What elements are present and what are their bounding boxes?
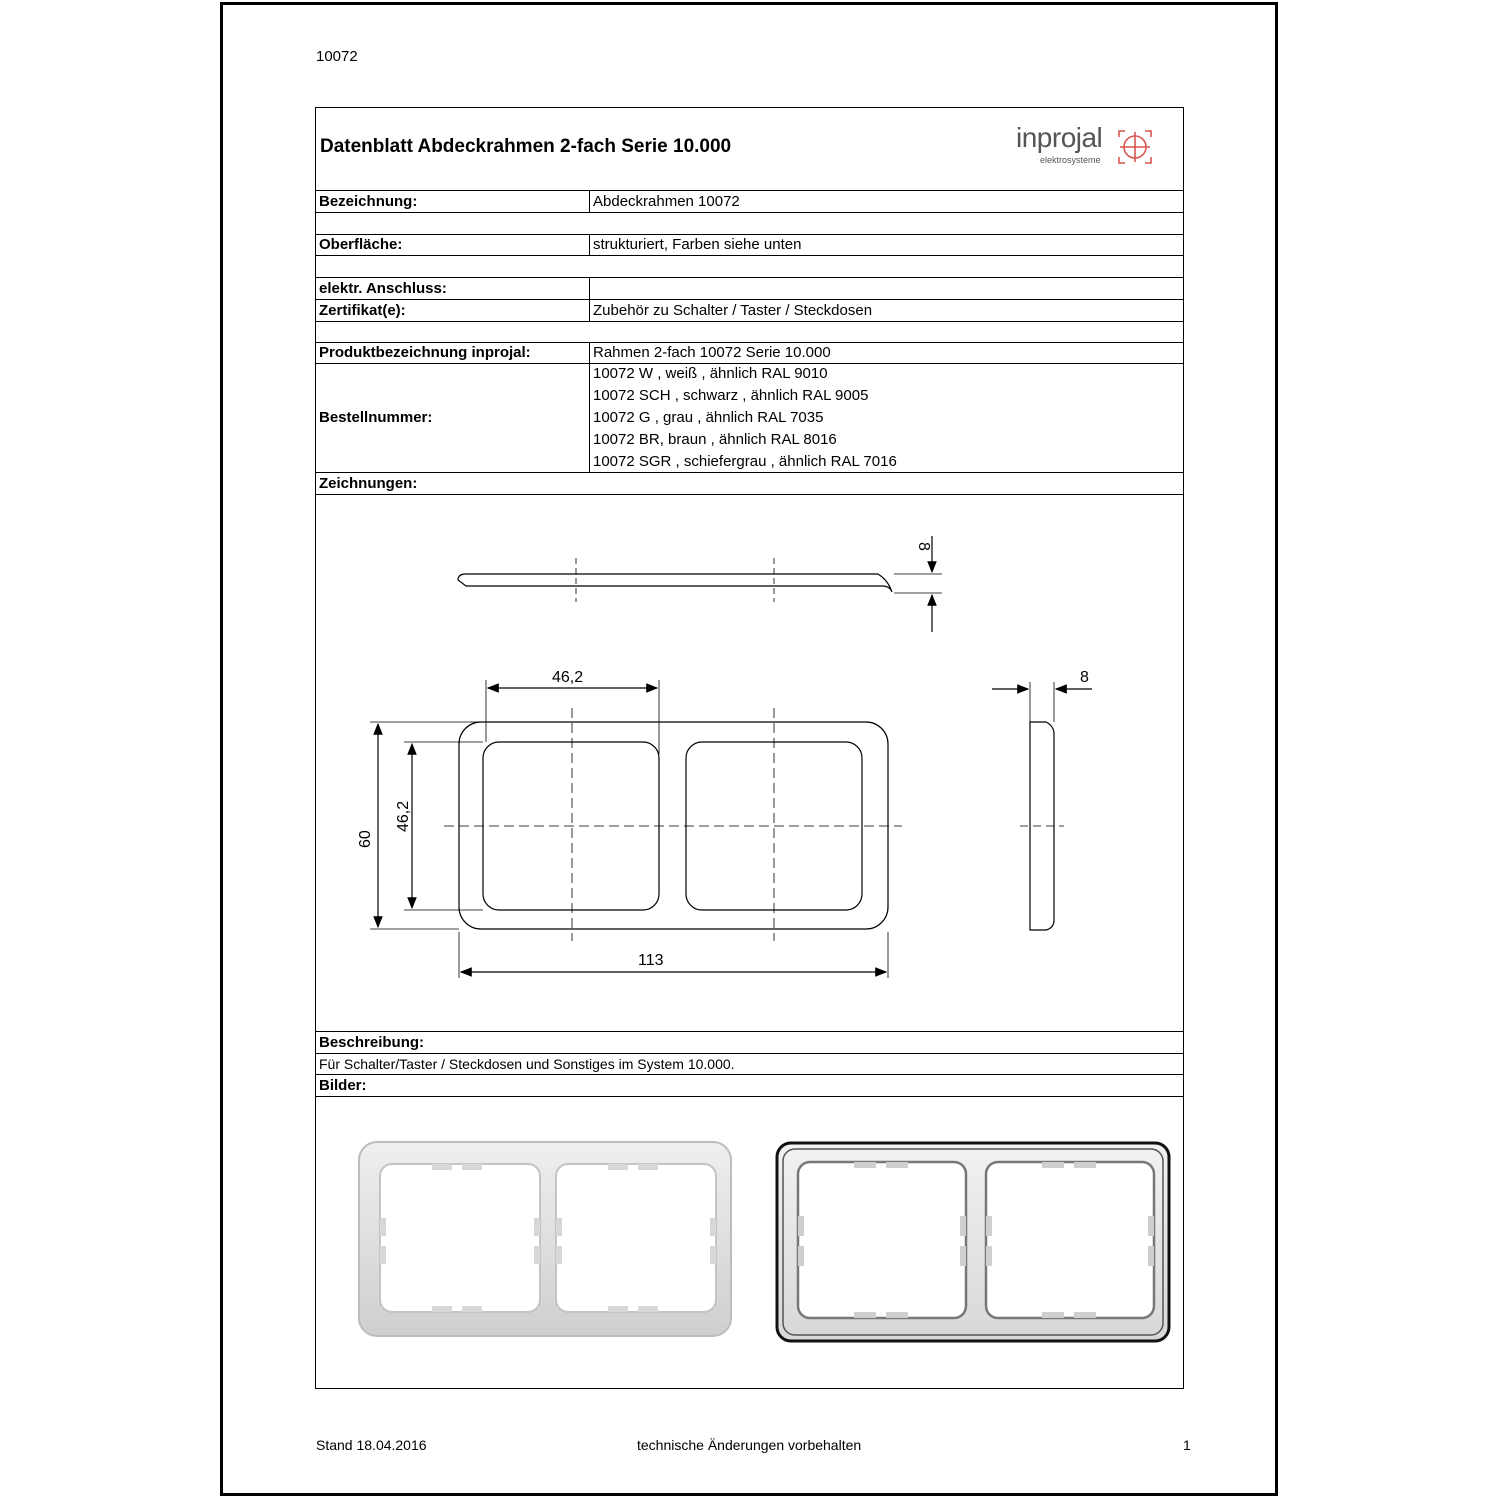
value-oberflaeche: strukturiert, Farben siehe unten [593,236,802,253]
logo-crosshair-icon [1116,128,1154,166]
dim-height: 60 [357,830,374,848]
label-zertifikat: Zertifikat(e): [319,302,406,319]
label-beschreibung: Beschreibung: [319,1034,425,1051]
bestellnummer-item: 10072 G , grau , ähnlich RAL 7035 [593,409,824,426]
label-bezeichnung: Bezeichnung: [319,193,418,210]
footer-page-number: 1 [1183,1437,1191,1453]
bestellnummer-item: 10072 W , weiß , ähnlich RAL 9010 [593,365,828,382]
beschreibung-text: Für Schalter/Taster / Steckdosen und Sonstiges im System 10.000. [319,1056,735,1072]
dim-side-thickness: 8 [1080,669,1089,686]
photo-frame-black [774,1140,1174,1345]
label-zeichnungen: Zeichnungen: [319,475,418,492]
page [220,2,1278,1496]
photo-frame-white [356,1138,736,1343]
dim-inner-height: 46,2 [395,800,412,832]
label-bilder: Bilder: [319,1077,367,1094]
label-oberflaeche: Oberfläche: [319,236,403,253]
value-bezeichnung: Abdeckrahmen 10072 [593,193,740,210]
footer-note: technische Änderungen vorbehalten [637,1437,862,1453]
value-produkt: Rahmen 2-fach 10072 Serie 10.000 [593,344,831,361]
document-id: 10072 [316,48,358,65]
technical-drawing [316,496,1184,1030]
page-title: Datenblatt Abdeckrahmen 2-fach Serie 10.000 [320,136,732,157]
label-bestellnummer: Bestellnummer: [319,409,433,426]
bestellnummer-item: 10072 SGR , schiefergrau , ähnlich RAL 7016 [593,453,897,470]
dim-width: 113 [638,952,664,969]
logo [1016,122,1103,165]
value-zertifikat: Zubehör zu Schalter / Taster / Steckdosen [593,302,873,319]
datasheet-table [315,107,1184,1389]
footer-stand: Stand 18.04.2016 [316,1437,427,1453]
dim-top-thickness: 8 [915,542,932,551]
dim-inner-width: 46,2 [552,669,584,686]
top-view-outline [458,574,892,592]
bestellnummer-item: 10072 SCH , schwarz , ähnlich RAL 9005 [593,387,869,404]
label-produkt: Produktbezeichnung inprojal: [319,344,531,361]
label-anschluss: elektr. Anschluss: [319,280,447,297]
logo-tagline: elektrosysteme [1040,155,1101,165]
frame-outline [459,722,888,929]
bestellnummer-item: 10072 BR, braun , ähnlich RAL 8016 [593,431,837,448]
logo-brand: inprojal [1016,122,1103,153]
